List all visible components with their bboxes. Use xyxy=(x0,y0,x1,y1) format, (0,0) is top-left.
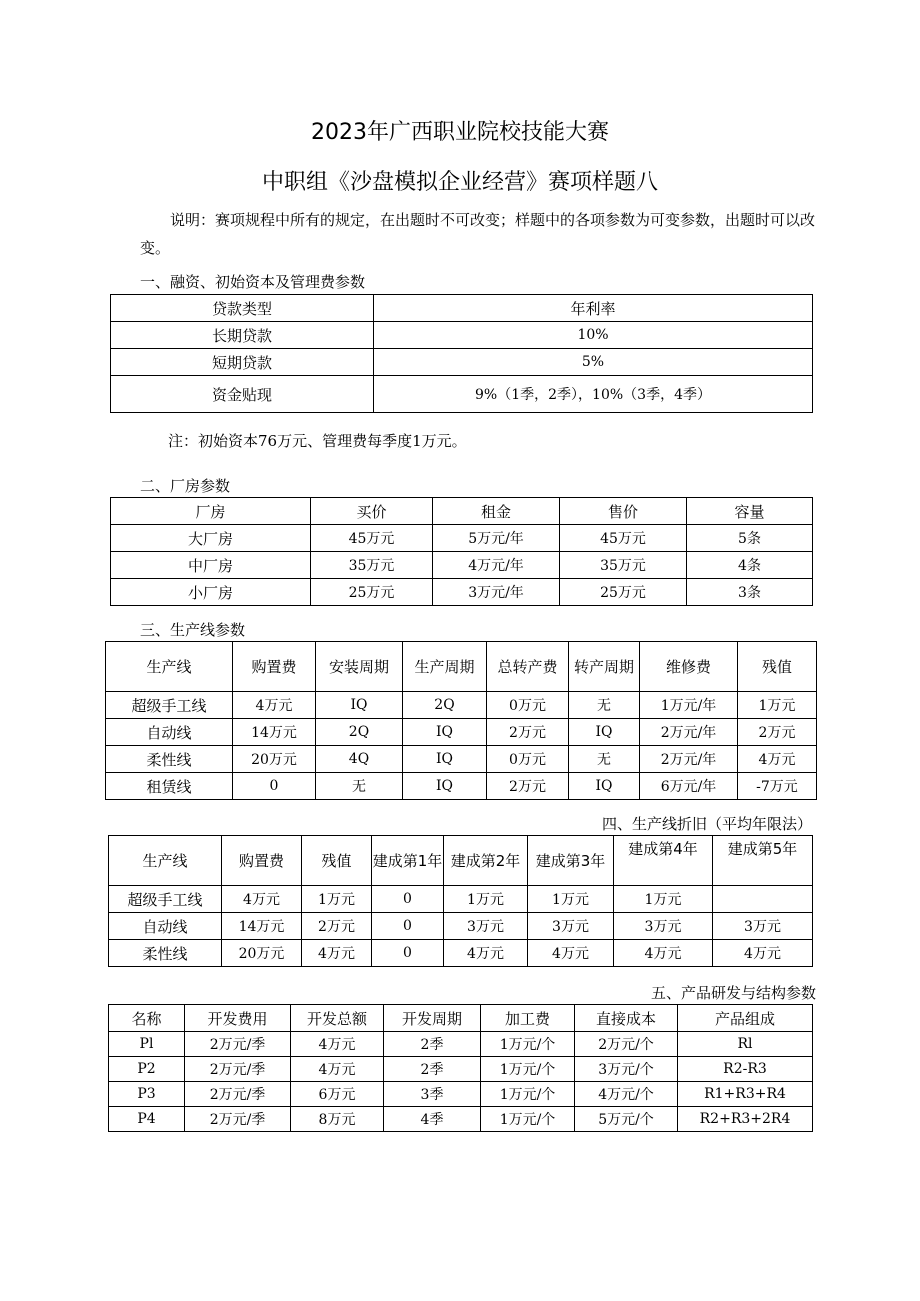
table-cell: 4万元 xyxy=(713,940,813,967)
table-cell: 2万元/年 xyxy=(640,746,738,773)
table-cell: 2季 xyxy=(384,1032,481,1057)
table-cell: 1万元 xyxy=(528,886,614,913)
table-row xyxy=(111,322,813,349)
table-cell: 4万元 xyxy=(291,1032,384,1057)
table-row xyxy=(111,579,813,606)
table-cell: 超级手工线 xyxy=(109,886,222,913)
section1-heading: 一、融资、初始资本及管理费参数 xyxy=(140,273,366,291)
table-header-row xyxy=(109,836,813,886)
table-cell: 4Q xyxy=(316,746,403,773)
table-cell: 9%（1季，2季），10%（3季，4季） xyxy=(374,376,813,413)
table-row xyxy=(109,913,813,940)
table-cell: 1万元/个 xyxy=(481,1032,575,1057)
table-cell: 4万元 xyxy=(528,940,614,967)
table-row xyxy=(109,1032,813,1057)
table-cell: 小厂房 xyxy=(111,579,311,606)
table-row xyxy=(109,1082,813,1107)
table-cell: 3万元 xyxy=(444,913,528,940)
table-cell: 4季 xyxy=(384,1107,481,1132)
table-cell: R2-R3 xyxy=(678,1057,813,1082)
table-cell: 2万元/个 xyxy=(575,1032,678,1057)
table-cell: 45万元 xyxy=(311,525,433,552)
table-header-row xyxy=(106,642,817,692)
section4-heading: 四、生产线折旧（平均年限法） xyxy=(601,815,812,833)
table-cell: 3季 xyxy=(384,1082,481,1107)
table-cell: 4万元 xyxy=(233,692,316,719)
table-cell: 1万元 xyxy=(614,886,713,913)
table-cell: 无 xyxy=(569,746,640,773)
table-header-row xyxy=(111,498,813,525)
table-cell: 2万元/年 xyxy=(640,719,738,746)
header-cell: 贷款类型 xyxy=(111,295,374,322)
table-header-row xyxy=(111,295,813,322)
table-cell: 4万元/年 xyxy=(433,552,560,579)
depreciation-table xyxy=(108,835,813,967)
table-cell: 20万元 xyxy=(222,940,302,967)
header-cell: 生产周期 xyxy=(403,642,487,692)
table-cell: 5万元/年 xyxy=(433,525,560,552)
table-cell: 无 xyxy=(316,773,403,800)
header-cell: 加工费 xyxy=(481,1005,575,1032)
table-cell: 4条 xyxy=(687,552,813,579)
table-cell: 自动线 xyxy=(109,913,222,940)
table-cell: 14万元 xyxy=(233,719,316,746)
header-cell: 维修费 xyxy=(640,642,738,692)
header-cell: 租金 xyxy=(433,498,560,525)
header-cell: 残值 xyxy=(738,642,817,692)
table-cell: 超级手工线 xyxy=(106,692,233,719)
table-cell: 4万元 xyxy=(738,746,817,773)
table-cell: 10% xyxy=(374,322,813,349)
table-cell: 长期贷款 xyxy=(111,322,374,349)
table-row xyxy=(109,886,813,913)
header-cell: 总转产费 xyxy=(487,642,569,692)
header-cell: 售价 xyxy=(560,498,687,525)
table-cell: 2万元 xyxy=(302,913,372,940)
table-cell: 14万元 xyxy=(222,913,302,940)
table-cell: IQ xyxy=(403,773,487,800)
table-cell: 2Q xyxy=(316,719,403,746)
table-cell: 租赁线 xyxy=(106,773,233,800)
table-cell: 1万元 xyxy=(738,692,817,719)
table-cell: 无 xyxy=(569,692,640,719)
table-cell: 4万元 xyxy=(302,940,372,967)
table-cell: IQ xyxy=(403,746,487,773)
table-cell: 4万元/个 xyxy=(575,1082,678,1107)
header-cell: 残值 xyxy=(302,836,372,886)
table-row xyxy=(109,1057,813,1082)
doc-title: 2023年广西职业院校技能大赛 xyxy=(311,120,609,145)
table-cell: IQ xyxy=(569,773,640,800)
table-row xyxy=(106,773,817,800)
table-cell: IQ xyxy=(316,692,403,719)
table-cell: R1+R3+R4 xyxy=(678,1082,813,1107)
header-cell: 直接成本 xyxy=(575,1005,678,1032)
loan-table xyxy=(110,294,813,413)
header-cell: 生产线 xyxy=(106,642,233,692)
table-cell: 4万元 xyxy=(614,940,713,967)
table-cell: 2万元 xyxy=(487,773,569,800)
table-cell: 0万元 xyxy=(487,746,569,773)
table-cell: 3万元 xyxy=(528,913,614,940)
table-cell: 0万元 xyxy=(487,692,569,719)
table-cell: 3万元/年 xyxy=(433,579,560,606)
table-cell: 1万元/个 xyxy=(481,1057,575,1082)
table-cell: IQ xyxy=(569,719,640,746)
header-cell: 转产周期 xyxy=(569,642,640,692)
table-cell: 2季 xyxy=(384,1057,481,1082)
table-cell: 柔性线 xyxy=(106,746,233,773)
table-cell: 2万元 xyxy=(487,719,569,746)
table-cell: 4万元 xyxy=(222,886,302,913)
table-row xyxy=(106,692,817,719)
table-cell: P4 xyxy=(109,1107,185,1132)
table-row xyxy=(109,940,813,967)
header-cell: 购置费 xyxy=(222,836,302,886)
table-cell: 2万元/季 xyxy=(185,1082,291,1107)
doc-subtitle: 中职组《沙盘模拟企业经营》赛项样题八 xyxy=(261,170,658,195)
header-cell: 开发费用 xyxy=(185,1005,291,1032)
table-cell: P3 xyxy=(109,1082,185,1107)
table-cell: 自动线 xyxy=(106,719,233,746)
header-cell: 年利率 xyxy=(374,295,813,322)
header-cell: 建成第1年 xyxy=(372,836,444,886)
table-cell: -7万元 xyxy=(738,773,817,800)
table-row xyxy=(111,376,813,413)
table-cell: 2万元/季 xyxy=(185,1032,291,1057)
table-cell: 1万元/年 xyxy=(640,692,738,719)
factory-table xyxy=(110,497,813,606)
table-cell xyxy=(713,886,813,913)
table-row xyxy=(106,746,817,773)
table-cell: 2万元/季 xyxy=(185,1057,291,1082)
table-cell: 5万元/个 xyxy=(575,1107,678,1132)
table-row xyxy=(111,525,813,552)
table-cell: 资金贴现 xyxy=(111,376,374,413)
table-cell: 0 xyxy=(372,886,444,913)
table-cell: 5条 xyxy=(687,525,813,552)
table-cell: 1万元/个 xyxy=(481,1107,575,1132)
table-cell: 35万元 xyxy=(311,552,433,579)
table-cell: 4万元 xyxy=(291,1057,384,1082)
table-cell: 中厂房 xyxy=(111,552,311,579)
table-cell: 25万元 xyxy=(311,579,433,606)
table-cell: 4万元 xyxy=(444,940,528,967)
table-row xyxy=(109,1107,813,1132)
table-cell: 45万元 xyxy=(560,525,687,552)
header-cell: 生产线 xyxy=(109,836,222,886)
table-cell: Rl xyxy=(678,1032,813,1057)
description-note: 说明：赛项规程中所有的规定，在出题时不可改变；样题中的各项参数为可变参数，出题时可以改变。 xyxy=(140,211,816,257)
header-cell: 产品组成 xyxy=(678,1005,813,1032)
header-cell: 建成第2年 xyxy=(444,836,528,886)
table-cell: 3万元/个 xyxy=(575,1057,678,1082)
table-cell: 1万元/个 xyxy=(481,1082,575,1107)
header-cell: 名称 xyxy=(109,1005,185,1032)
table-cell: IQ xyxy=(403,719,487,746)
product-rd-table xyxy=(108,1004,813,1132)
table-row xyxy=(106,719,817,746)
section2-heading: 二、厂房参数 xyxy=(140,477,231,495)
header-cell: 开发总额 xyxy=(291,1005,384,1032)
table-cell: 0 xyxy=(372,913,444,940)
table-cell: 1万元 xyxy=(444,886,528,913)
header-cell: 建成第4年 xyxy=(614,836,713,886)
section3-heading: 三、生产线参数 xyxy=(140,621,246,639)
table-cell: 1万元 xyxy=(302,886,372,913)
table-cell: 3万元 xyxy=(614,913,713,940)
table-cell: 短期贷款 xyxy=(111,349,374,376)
section5-heading: 五、产品研发与结构参数 xyxy=(650,984,816,1002)
table-cell: R2+R3+2R4 xyxy=(678,1107,813,1132)
table-cell: Pl xyxy=(109,1032,185,1057)
header-cell: 建成第5年 xyxy=(713,836,813,886)
header-cell: 买价 xyxy=(311,498,433,525)
table-row xyxy=(111,552,813,579)
table-row xyxy=(111,349,813,376)
header-cell: 建成第3年 xyxy=(528,836,614,886)
production-line-table xyxy=(105,641,817,800)
table-cell: 2Q xyxy=(403,692,487,719)
table-cell: 6万元/年 xyxy=(640,773,738,800)
header-cell: 安装周期 xyxy=(316,642,403,692)
header-cell: 容量 xyxy=(687,498,813,525)
table-cell: 5% xyxy=(374,349,813,376)
table-cell: 35万元 xyxy=(560,552,687,579)
table-cell: 大厂房 xyxy=(111,525,311,552)
table-cell: P2 xyxy=(109,1057,185,1082)
table-cell: 25万元 xyxy=(560,579,687,606)
table-cell: 柔性线 xyxy=(109,940,222,967)
table-header-row xyxy=(109,1005,813,1032)
capital-footnote: 注：初始资本76万元、管理费每季度1万元。 xyxy=(168,432,467,450)
table-cell: 0 xyxy=(233,773,316,800)
header-cell: 开发周期 xyxy=(384,1005,481,1032)
header-cell: 厂房 xyxy=(111,498,311,525)
header-cell: 购置费 xyxy=(233,642,316,692)
table-cell: 2万元/季 xyxy=(185,1107,291,1132)
table-cell: 6万元 xyxy=(291,1082,384,1107)
table-cell: 3条 xyxy=(687,579,813,606)
table-cell: 3万元 xyxy=(713,913,813,940)
table-cell: 0 xyxy=(372,940,444,967)
table-cell: 8万元 xyxy=(291,1107,384,1132)
table-cell: 20万元 xyxy=(233,746,316,773)
table-cell: 2万元 xyxy=(738,719,817,746)
